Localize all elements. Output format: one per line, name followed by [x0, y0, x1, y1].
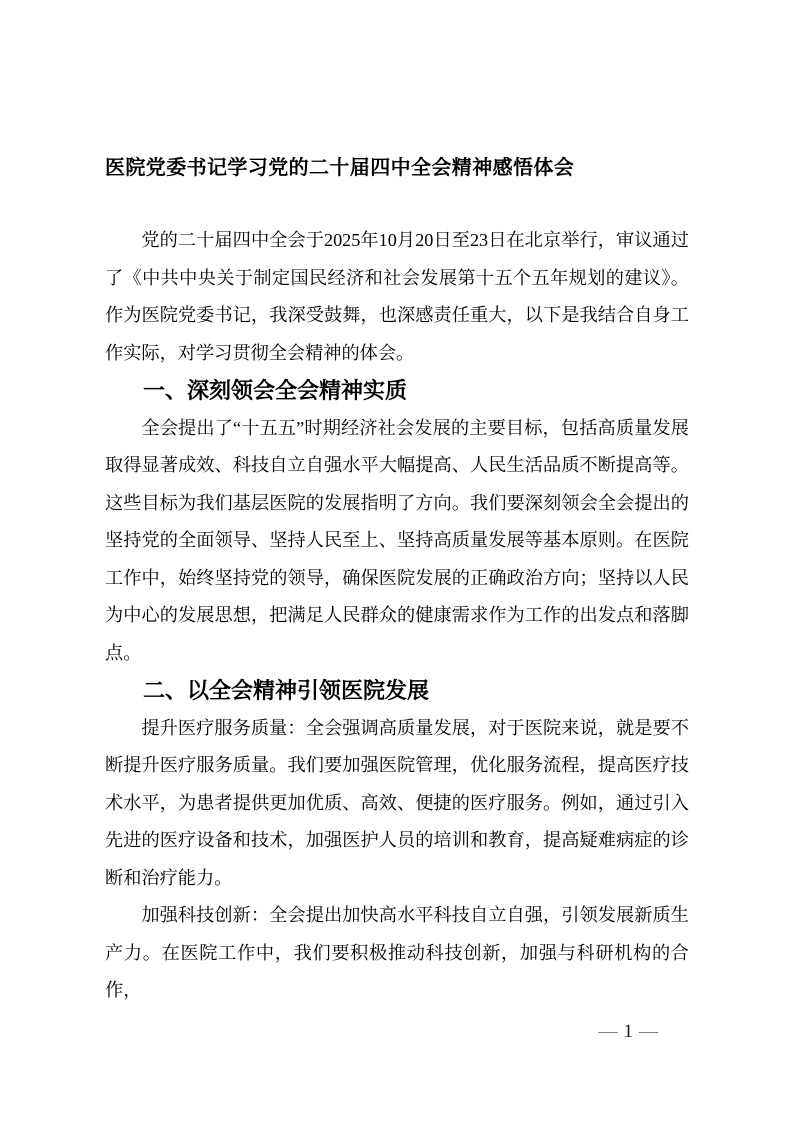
paragraph-intro: 党的二十届四中全会于2025年10月20日至23日在北京举行，审议通过了《中共中央关于制定国民经济和社会发展第十五个五年规划的建议》。作为医院党委书记，我深受鼓舞，也深感责任重大，以下是我结合自身工作实际，对学习贯彻全会精神的体会。 [105, 230, 689, 363]
paragraph-section-2-tech-innovation: 加强科技创新：全会提出加快高水平科技自立自强，引领发展新质生产力。在医院工作中，我们要积极推动科技创新，加强与科研机构的合作， [105, 905, 689, 1000]
page-number-dash-left: — [598, 1021, 618, 1042]
page-number-value: 1 [623, 1021, 633, 1042]
paragraph-section-2-service-quality: 提升医疗服务质量：全会强调高质量发展，对于医院来说，就是要不断提升医疗服务质量。我们要加强医院管理，优化服务流程，提高医疗技术水平，为患者提供更加优质、高效、便捷的医疗服务。例如，通过引入先进的医疗设备和技术，加强医护人员的培训和教育，提高疑难病症的诊断和治疗能力。 [105, 717, 689, 888]
section-heading-1: 一、深刻领会全会精神实质 [143, 378, 408, 403]
page-number-dash-right: — [639, 1021, 658, 1042]
section-heading-2: 二、以全会精神引领医院发展 [143, 678, 430, 703]
paragraph-section-1: 全会提出了“十五五”时期经济社会发展的主要目标，包括高质量发展取得显著成效、科技自立自强水平大幅提高、人民生活品质不断提高等。这些目标为我们基层医院的发展指明了方向。我们要深刻领会全会提出的坚持党的全面领导、坚持人民至上、坚持高质量发展等基本原则。在医院工作中，始终坚持党的领导，确保医院发展的正确政治方向；坚持以人民为中心的发展思想，把满足人民群众的健康需求作为工作的出发点和落脚点。 [105, 417, 689, 663]
page-number [593, 1020, 665, 1044]
document-title: 医院党委书记学习党的二十届四中全会精神感悟体会 [105, 157, 575, 179]
